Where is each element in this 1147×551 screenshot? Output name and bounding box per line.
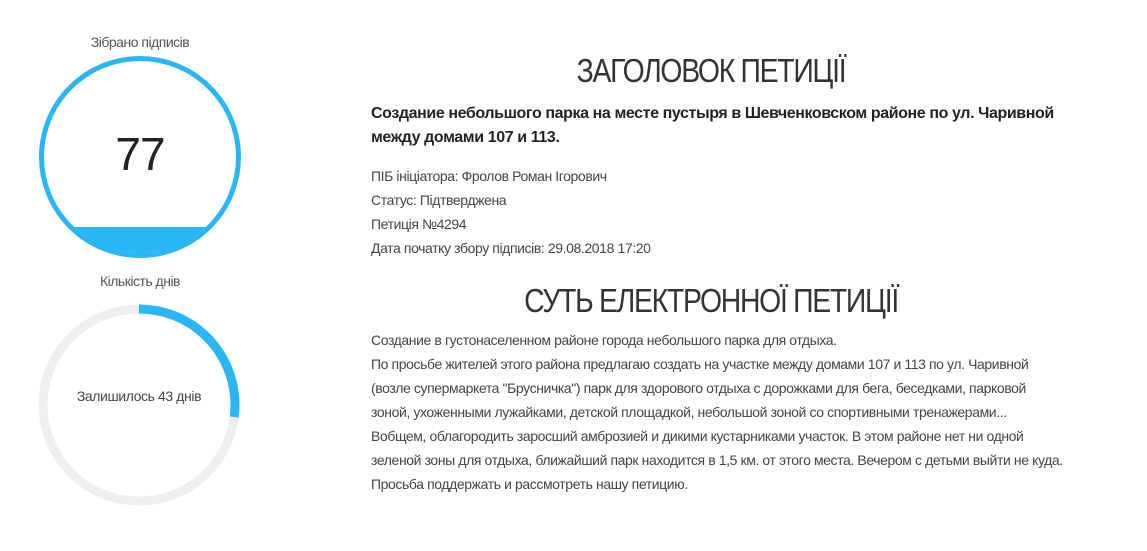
body-line: Вобщем, облагородить заросший амброзией и дикими кустарниками участок. В этом районе нет ни одной [371,428,1024,444]
petition-status: Статус: Підтверджена [371,192,507,208]
body-line: По просьбе жителей этого района предлагаю создать на участке между домами 107 и 113 по ул. Чаривной [371,356,1029,372]
signatures-label: Зібрано підписів [90,34,190,50]
signatures-count: 77 [115,128,165,180]
stats-column [0,0,280,551]
body-line: зоной, ухоженными лужайками, детской площадкой, небольшой зоной со спортивными тренажерами... [371,404,1007,420]
body-line: Создание в густонаселенном районе города небольшого парка для отдыха. [371,332,837,348]
start-date: Дата початку збору підписів: 29.08.2018 17:20 [371,240,651,256]
days-remaining-text: Залишилось 43 днів [76,388,202,404]
days-label: Кількість днів [99,273,180,289]
petition-body [371,328,1071,496]
petition-meta [371,164,1071,260]
signatures-fill [44,227,236,253]
signatures-gauge [39,56,241,258]
body-line: Просьба поддержать и рассмотреть нашу петицию. [371,476,688,492]
days-remaining-ring [38,304,240,506]
body-line: зеленой зоны для отдыха, ближайший парк находится в 1,5 км. от этого места. Вечером с детьми выйти не куда. [371,452,1063,468]
petition-heading: ЗАГОЛОВОК ПЕТИЦІЇ [576,52,846,89]
initiator-name: ПІБ ініціатора: Фролов Роман Ігорович [371,168,607,184]
petition-number: Петиція №4294 [371,216,467,232]
essence-heading: СУТЬ ЕЛЕКТРОННОЇ ПЕТИЦІЇ [524,282,898,319]
body-line: (возле супермаркета "Брусничка") парк для здорового отдыха с дорожками для бега, беседками, парковой [371,380,1026,396]
petition-title: Создание небольшого парка на месте пустыря в Шевченковском районе по ул. Чаривной между домами 107 и 113. [371,105,1054,146]
